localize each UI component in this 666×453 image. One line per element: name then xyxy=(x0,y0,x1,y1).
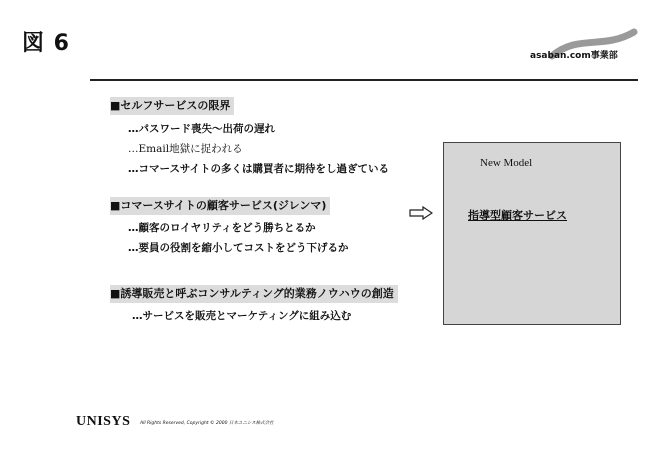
section-item: …コマースサイトの多くは購買者に期待をし過ぎている xyxy=(128,163,390,175)
section-item: …顧客のロイヤリティをどう勝ちとるか xyxy=(128,222,316,234)
figure-label: 図 6 xyxy=(22,31,70,56)
new-model-title: New Model xyxy=(480,157,533,169)
section-item: …パスワード喪失～出荷の遅れ xyxy=(128,123,275,135)
section-item: …要員の役割を縮小してコストをどう下げるか xyxy=(128,242,349,254)
section-heading-customer-service: ■コマースサイトの顧客サービス(ジレンマ) xyxy=(110,197,330,215)
top-rule xyxy=(90,79,638,81)
section-item: …Email地獄に捉われる xyxy=(128,143,243,155)
new-model-name: 指導型顧客サービス xyxy=(468,209,567,222)
unisys-logo: UNISYS xyxy=(76,414,131,429)
new-model-box xyxy=(443,142,621,325)
right-arrow-icon xyxy=(409,206,433,220)
brand-label: asaban.com事業部 xyxy=(530,51,618,61)
copyright-text: All Rights Reserved, Copyright © 2000 日本ユニシス株式会社 xyxy=(140,421,274,426)
section-heading-guided-sales: ■誘導販売と呼ぶコンサルティング的業務ノウハウの創造 xyxy=(110,285,398,303)
section-heading-self-service: ■セルフサービスの限界 xyxy=(110,97,234,115)
section-item: …サービスを販売とマーケティングに組み込む xyxy=(132,310,352,322)
